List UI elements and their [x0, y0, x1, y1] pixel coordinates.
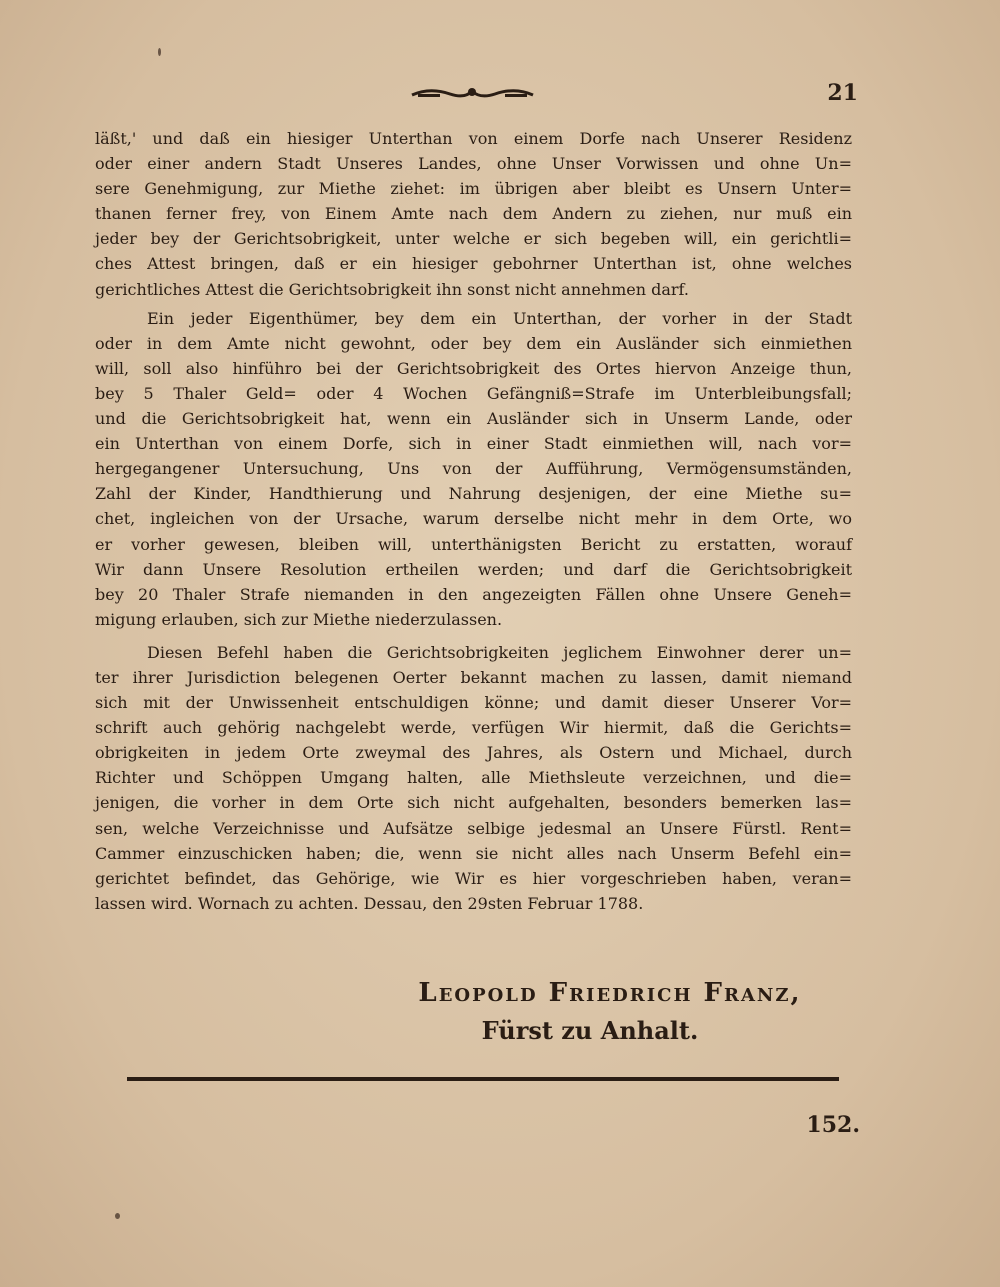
text-line: und die Gerichtsobrigkeit hat, wenn ein Ausländer sich in Unserm Lande, oder	[95, 409, 852, 429]
text-line: Zahl der Kinder, Handthierung und Nahrung desjenigen, der eine Miethe su=	[95, 484, 852, 504]
paper-speck	[115, 1213, 120, 1219]
text-line: chet, ingleichen von der Ursache, warum derselbe nicht mehr in dem Orte, wo	[95, 509, 852, 529]
text-line: ter ihrer Jurisdiction belegenen Oerter bekannt machen zu lassen, damit niemand	[95, 667, 852, 687]
text-line: oder in dem Amte nicht gewohnt, oder bey dem ein Ausländer sich einmiethen	[95, 333, 852, 353]
body-text	[95, 126, 852, 916]
text-line: Wir dann Unsere Resolution ertheilen werden; und darf die Gerichtsobrigkeit	[95, 559, 852, 579]
text-line: Richter und Schöppen Umgang halten, alle Miethsleute verzeichnen, und die=	[95, 768, 852, 788]
paragraph-2	[95, 306, 852, 632]
text-line: schrift auch gehörig nachgelebt werde, verfügen Wir hiermit, daß die Gerichts=	[95, 718, 852, 738]
divider-rule	[127, 1077, 839, 1081]
text-line: ches Attest bringen, daß er ein hiesiger gebohrner Unterthan ist, ohne welches	[95, 254, 852, 274]
text-line: ein Unterthan von einem Dorfe, sich in einer Stadt einmiethen will, nach vor=	[95, 434, 852, 454]
signature-title: Fürst zu Anhalt.	[481, 1016, 699, 1045]
text-line: jeder bey der Gerichtsobrigkeit, unter welche er sich begeben will, ein gerichtli=	[95, 229, 852, 249]
paragraph-3	[95, 640, 852, 916]
text-line: will, soll also hinführo bei der Gerichtsobrigkeit des Ortes hiervon Anzeige thun,	[95, 358, 852, 378]
paper-speck	[158, 48, 161, 56]
text-line: sen, welche Verzeichnisse und Aufsätze selbige jedesmal an Unsere Fürstl. Rent=	[95, 818, 852, 838]
text-line: Cammer einzuschicken haben; die, wenn sie nicht alles nach Unserm Befehl ein=	[95, 843, 852, 863]
decorative-ornament-icon	[410, 83, 535, 103]
page-number: 21	[827, 80, 858, 106]
text-line: sich mit der Unwissenheit entschuldigen könne; und damit dieser Unserer Vor=	[95, 693, 852, 713]
text-line: bey 5 Thaler Geld= oder 4 Wochen Gefängniß=Strafe im Unterbleibungsfall;	[95, 383, 852, 403]
paragraph-1	[95, 126, 852, 302]
text-line: oder einer andern Stadt Unseres Landes, ohne Unser Vorwissen und ohne Un=	[95, 154, 852, 174]
text-line: Ein jeder Eigenthümer, bey dem ein Unterthan, der vorher in der Stadt	[147, 308, 852, 328]
catchword: 152.	[806, 1112, 860, 1138]
text-line: bey 20 Thaler Strafe niemanden in den angezeigten Fällen ohne Unsere Geneh=	[95, 584, 852, 604]
text-line: thanen ferner frey, von Einem Amte nach dem Andern zu ziehen, nur muß ein	[95, 204, 852, 224]
text-line: gerichtliches Attest die Gerichtsobrigkeit ihn sonst nicht annehmen darf.	[95, 279, 689, 299]
text-line: hergegangener Untersuchung, Uns von der Aufführung, Vermögensumständen,	[95, 459, 852, 479]
text-line: läßt,' und daß ein hiesiger Unterthan von einem Dorfe nach Unserer Residenz	[95, 129, 852, 148]
text-line: gerichtet befindet, das Gehörige, wie Wir es hier vorgeschrieben haben, veran=	[95, 868, 852, 888]
text-line: Diesen Befehl haben die Gerichtsobrigkeiten jeglichem Einwohner derer un=	[147, 642, 852, 662]
text-line: lassen wird. Wornach zu achten. Dessau, den 29sten Februar 1788.	[95, 893, 644, 913]
text-line: obrigkeiten in jedem Orte zweymal des Jahres, als Ostern und Michael, durch	[95, 743, 852, 763]
text-line: er vorher gewesen, bleiben will, unterthänigsten Bericht zu erstatten, worauf	[95, 534, 852, 554]
text-line: migung erlauben, sich zur Miethe niederzulassen.	[95, 609, 503, 629]
text-line: jenigen, die vorher in dem Orte sich nicht aufgehalten, besonders bemerken las=	[95, 793, 852, 813]
signature-name: Leopold Friedrich Franz,	[418, 978, 802, 1008]
text-line: sere Genehmigung, zur Miethe ziehet: im übrigen aber bleibt es Unsern Unter=	[95, 179, 852, 199]
